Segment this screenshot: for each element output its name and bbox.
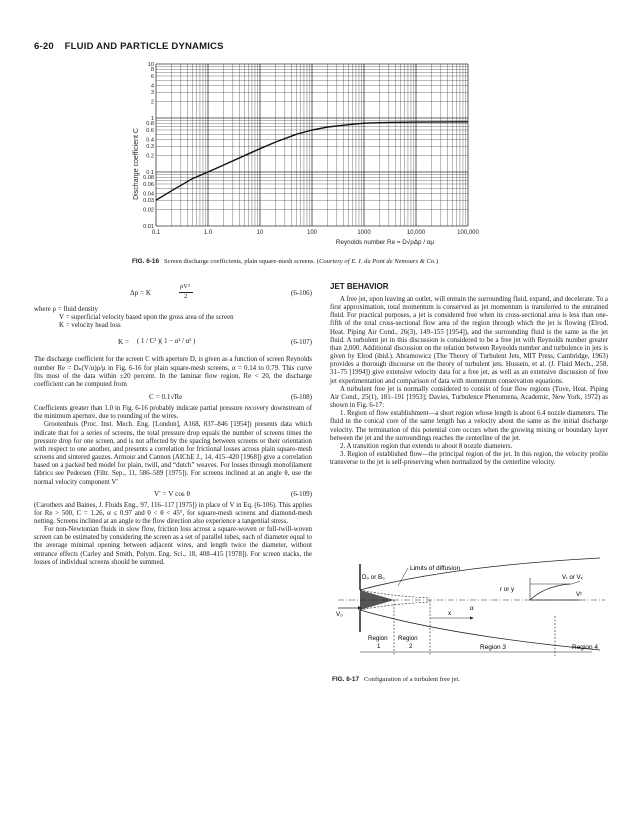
running-header <box>34 41 224 52</box>
paragraph-region-3: 3. Region of established flow—the principal region of the jet. In this region, the velocity profile transverse to the jet is self-preserving when normalized by the centerline velocity. <box>330 450 608 467</box>
turbulent-jet-diagram <box>330 556 610 664</box>
label-vc: Vᶜ <box>576 591 583 598</box>
label-region-4: Region 4 <box>572 644 599 651</box>
x-tick-label: 100,000 <box>457 230 479 236</box>
chart-grid <box>156 64 468 226</box>
eq-106-lhs: Δp = K <box>130 289 152 297</box>
fig-6-16-label: FIG. 6-16 <box>132 258 159 265</box>
label-vr: Vᵣ or Vₓ <box>562 574 583 581</box>
eq-106-num: ρV² <box>180 283 191 290</box>
eq-108: C = 0.1√Re <box>149 393 183 402</box>
label-region-2-a: Region <box>398 635 418 642</box>
paragraph-region-1: 1. Region of flow establishment—a short region whose length is about 6.4 nozzle diameters. The fluid in the conical core of the same length has a velocity about the same as the initial discharge velocity. The termination of this potential core occurs when the growing mixing or boundary layer between the jet and the surroundings reaches the centerline of the jet. <box>330 410 608 442</box>
fig-6-16-text: Screen discharge coefficients, plain square-mesh screens. ( <box>163 258 319 265</box>
x-tick-label: 1.0 <box>203 230 213 236</box>
y-tick-label: 8 <box>150 67 154 74</box>
y-tick-label: 3 <box>150 90 154 97</box>
x-tick-label: 100 <box>306 230 318 236</box>
label-alpha: α <box>470 605 474 612</box>
fig-6-17-caption <box>332 676 602 684</box>
eq-107-number: (6-107) <box>291 338 312 347</box>
eq-106-den: 2 <box>184 293 188 300</box>
discharge-coefficient-chart <box>130 60 479 252</box>
eq-109: V′ = V cos θ <box>154 489 190 498</box>
x-tick-label: 1000 <box>357 230 371 236</box>
equation-6-108 <box>34 389 312 405</box>
where-block <box>34 306 312 330</box>
label-region-1-a: Region <box>368 635 388 642</box>
y-tick-label: 0.8 <box>146 121 154 128</box>
y-tick-label: 0.4 <box>146 137 154 144</box>
y-tick-label: 2 <box>150 99 154 106</box>
y-tick-label: 0.01 <box>143 224 154 230</box>
paragraph-coefficients: Coefficients greater than 1.0 in Fig. 6-16 probably indicate partial pressure recovery downstream of the minimum aperture, due to rounding of the wires. <box>34 405 312 421</box>
fig-6-16-credit: Courtesy of E. I. du Pont de Nemours & Co. <box>318 258 436 265</box>
eq-109-number: (6-109) <box>291 489 312 498</box>
fig-6-17-text: Configuration of a turbulent free jet. <box>363 676 460 683</box>
fig-6-16-close: ) <box>435 258 439 265</box>
paragraph-region-2: 2. A transition region that extends to about 8 nozzle diameters. <box>340 442 513 450</box>
y-tick-label: 0.1 <box>146 170 154 176</box>
chart-y-label: Discharge coefficient C <box>133 128 140 200</box>
label-region-2-b: 2 <box>409 643 413 650</box>
section-heading-jet-behavior: JET BEHAVIOR <box>330 282 389 291</box>
y-tick-label: 0.3 <box>146 144 154 151</box>
eq-107-lhs: K = <box>118 338 130 347</box>
equation-6-107 <box>34 330 312 356</box>
y-tick-label: 4 <box>150 83 154 90</box>
equation-6-106 <box>34 282 312 304</box>
page-number: 6-20 <box>34 41 54 52</box>
eq-108-number: (6-108) <box>291 393 312 402</box>
label-limits: Limits of diffusion <box>410 565 461 572</box>
y-tick-label: 0.6 <box>146 127 154 134</box>
label-d0: D₀ or B₀ <box>362 574 385 581</box>
section-title: FLUID AND PARTICLE DYNAMICS <box>64 41 224 52</box>
paragraph-carothers: (Carothers and Baines, J. Fluids Eng., 97, 116–117 [1975]) in place of V in Eq. (6-106). This applies for Re > 500, C = 1.26, α ≤ 0.97 and 0 < θ < 45°, for square-mesh screens and diamond-mesh netting. Screens inclined at an angle to the flow direction also experience a tangential stress. <box>34 501 312 525</box>
where-line-3: K = velocity head loss <box>59 322 121 330</box>
y-tick-label: 0.08 <box>143 175 154 182</box>
label-r-or-y: r or y <box>500 586 515 593</box>
equation-6-109 <box>34 487 312 502</box>
fig-6-16-caption <box>132 258 482 266</box>
paragraph-discharge: The discharge coefficient for the screen C with aperture D, is given as a function of screen Reynolds number Re = Dₙ(V/α)ρ/μ in Fig. 6-16 for plain square-mesh screens, α = 0.14 to 0.79. This curve fits most of the data within ±20 percent. In the laminar flow region, Re < 20, the discharge coefficient can be computed from <box>34 356 312 388</box>
eq-106-number: (6-106) <box>291 289 312 297</box>
x-tick-label: 0.1 <box>151 230 161 236</box>
paragraph-four-regions: A turbulent free jet is normally considered to consist of four flow regions (Tuve, Heat. Piping Air Cond., 25(1), 181–191 [1953]; Davies, Turbulence Phenomena, Academic, New York, 1972) as shown in Fig. 6-17: <box>330 385 608 410</box>
x-tick-label: 10,000 <box>406 230 426 236</box>
paragraph-free-jet: A free jet, upon leaving an outlet, will entrain the surrounding fluid, expand, and decelerate. To a first approximation, total momentum is conserved as jet momentum is transferred to the entrained fluid. For practical purposes, a jet is considered free when its cross-sectional area is less than one-fifth of the total cross-sectional flow area of the region through which the jet is flowing (Elrod, Heat. Piping Air Cond., 26(3), 149–155 [1954]), and the surrounding fluid is the same as the jet fluid. A turbulent jet in this discussion is considered to be a free jet with Reynolds number greater than 2,000. Additional discussion on the relation between Reynolds number and turbulence in jets is given by Elrod (ibid.). Abramowicz (The Theory of Turbulent Jets, MIT Press, Cambridge, 1963) provides a thorough discourse on the theory of turbulent jets. Hussein, et al. (J. Fluid Mech., 258, 31–75 [1994]) give extensive velocity data for a free jet, as well as an extensive discussion of free jet experimentation and comparison of data with momentum conservation equations. <box>330 296 608 385</box>
y-tick-label: 10 <box>147 62 154 68</box>
label-region-3: Region 3 <box>480 644 507 651</box>
y-tick-label: 0.2 <box>146 153 154 160</box>
label-region-1-b: 1 <box>377 643 381 650</box>
y-tick-label: 0.03 <box>143 198 154 205</box>
y-tick-label: 0.02 <box>143 207 154 214</box>
where-line-1: where ρ = fluid density <box>34 306 98 313</box>
x-tick-label: 10 <box>256 230 264 236</box>
right-column <box>330 282 608 467</box>
chart-x-label: Reynolds number Re = D√ρΔp / αμ <box>335 239 435 246</box>
y-tick-label: 0.04 <box>143 191 154 198</box>
y-tick-label: 1 <box>150 116 154 122</box>
y-tick-label: 6 <box>150 73 154 80</box>
left-column <box>34 282 312 722</box>
label-x: x <box>448 610 452 617</box>
fig-6-17-label: FIG. 6-17 <box>332 676 359 683</box>
where-line-2: V = superficial velocity based upon the gross area of the screen <box>59 314 234 322</box>
eq-107-rhs: ( 1 / C² )( 1 − α² / α² ) <box>137 338 196 346</box>
y-tick-label: 0.06 <box>143 181 154 188</box>
paragraph-non-newtonian: For non-Newtonian fluids in slow flow, friction loss across a square-woven or full-twill-woven screen can be estimated by considering the screen as a set of parallel tubes, each of diameter equal to the average minimal opening between adjacent wires, and length twice the diameter, without entrance effects (Carley and Smith, Polym. Eng. Sci., 18, 408–415 [1978]). For screen stacks, the losses of individual screens should be summed. <box>34 526 312 566</box>
paragraph-grootenhuis: Grootenhuis (Proc. Inst. Mech. Eng. [London], A168, 837–846 [1954]) presents data which indicate that for a series of screens, the total pressure drop equals the number of screens times the pressure drop for one screen, and is not affected by the spacing between screens or their orientation with respect to one another, and presents a correlation for frictional losses across plain square-mesh screens and sintered gauzes. Armour and Cannon (AIChE J., 14, 415–420 [1968]) give a correlation based on a packed bed model for plain, twill, and “dutch” weaves. For losses through monofilament fabrics see Pedersen (Filtr. Sep., 11, 586–589 [1975]). For screens inclined at an angle θ, use the normal velocity component V′ <box>34 421 312 486</box>
label-v0: V₀ <box>336 611 343 618</box>
